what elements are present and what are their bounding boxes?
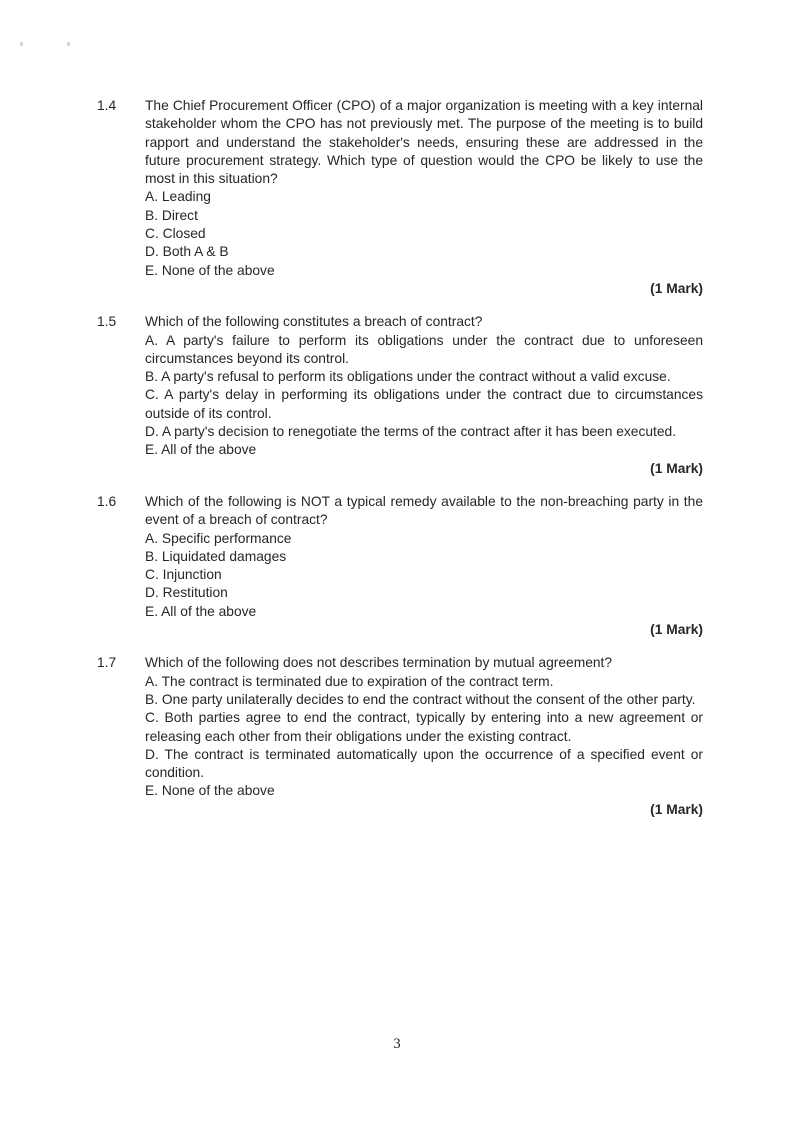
option-c: C. A party's delay in performing its obligations under the contract due to circumstances outside of its control. xyxy=(145,387,703,421)
question-body xyxy=(145,313,703,478)
question-body xyxy=(145,97,703,298)
option-b: B. A party's refusal to perform its obligations under the contract without a valid excuse. xyxy=(145,369,671,385)
question-text: Which of the following constitutes a breach of contract? xyxy=(145,314,483,330)
option-e: E. All of the above xyxy=(145,442,257,458)
option-e: E. None of the above xyxy=(145,783,275,799)
question-text: Which of the following does not describes termination by mutual agreement? xyxy=(145,655,613,671)
question-number: 1.7 xyxy=(97,655,117,671)
scan-artifact xyxy=(20,42,23,46)
page-number: 3 xyxy=(393,1036,401,1052)
option-a: A. A party's failure to perform its obligations under the contract due to unforeseen circumstances beyond its control. xyxy=(145,332,703,366)
option-d: D. The contract is terminated automatically upon the occurrence of a specified event or condition. xyxy=(145,746,703,781)
question-body xyxy=(145,654,703,819)
mark-label: (1 Mark) xyxy=(650,622,703,638)
option-b: B. Direct xyxy=(145,207,198,223)
questions-list xyxy=(97,97,703,834)
question-1-6 xyxy=(97,493,703,639)
option-b: B. One party unilaterally decides to end the contract without the consent of the other party. xyxy=(145,691,696,707)
option-a: A. Leading xyxy=(145,189,211,205)
question-1-4 xyxy=(97,97,703,298)
page-footer xyxy=(0,1036,794,1053)
scan-artifact xyxy=(67,42,70,46)
option-d: D. Both A & B xyxy=(145,244,229,260)
option-a: A. Specific performance xyxy=(145,530,292,546)
question-text: The Chief Procurement Officer (CPO) of a major organization is meeting with a key internal stakeholder whom the CPO has not previously met. The purpose of the meeting is to build rapport and understand the stakeholder's needs, ensuring these are addressed in the future procurement strategy. Which type of question would the CPO be likely to use the most in this situation? xyxy=(145,98,703,187)
question-number: 1.5 xyxy=(97,314,117,330)
question-number: 1.6 xyxy=(97,493,117,509)
option-c: C. Injunction xyxy=(145,567,222,583)
option-a: A. The contract is terminated due to expiration of the contract term. xyxy=(145,673,554,689)
option-c: C. Closed xyxy=(145,226,206,242)
option-e: E. None of the above xyxy=(145,262,275,278)
option-d: D. A party's decision to renegotiate the terms of the contract after it has been executed. xyxy=(145,424,677,440)
option-c: C. Both parties agree to end the contract, typically by entering into a new agreement or releasing each other from their obligations under the existing contract. xyxy=(145,710,703,744)
question-1-7 xyxy=(97,654,703,819)
option-e: E. All of the above xyxy=(145,603,257,619)
option-d: D. Restitution xyxy=(145,585,228,601)
mark-label: (1 Mark) xyxy=(650,280,703,296)
question-number: 1.4 xyxy=(97,98,117,113)
question-text: Which of the following is NOT a typical remedy available to the non-breaching party in the event of a breach of contract? xyxy=(145,493,703,528)
mark-label: (1 Mark) xyxy=(650,801,703,817)
question-body xyxy=(145,493,703,639)
option-b: B. Liquidated damages xyxy=(145,548,287,564)
question-1-5 xyxy=(97,313,703,478)
mark-label: (1 Mark) xyxy=(650,460,703,476)
